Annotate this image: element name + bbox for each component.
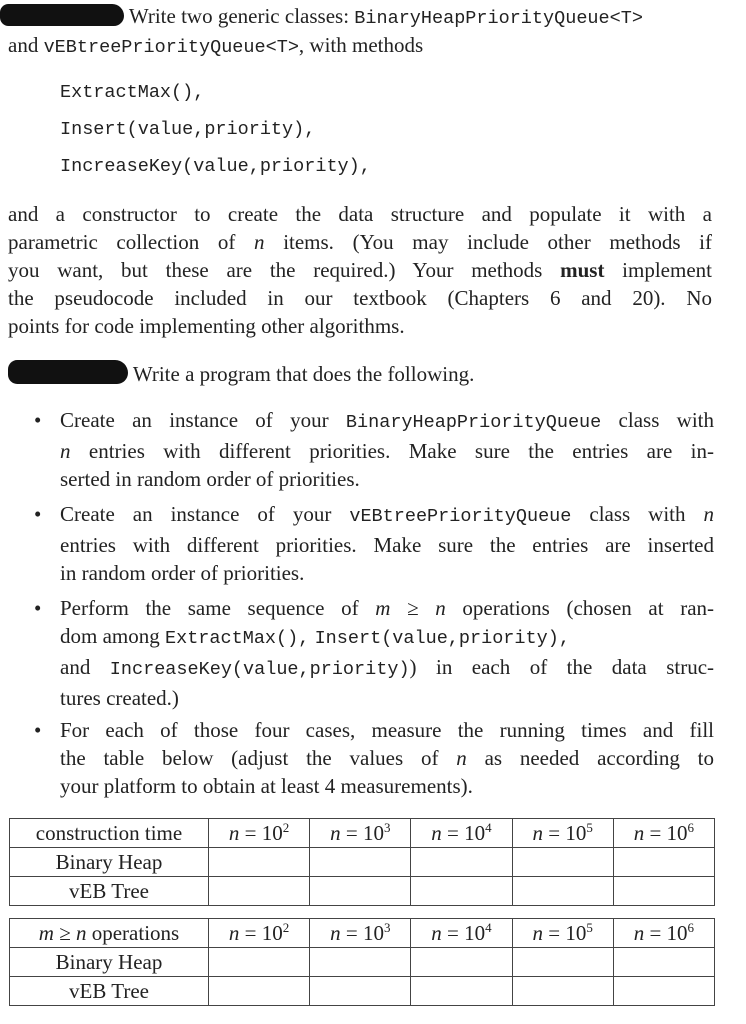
table-cell (310, 848, 411, 877)
method-extract-max: ExtractMax(), (60, 82, 205, 103)
table-cell (512, 977, 613, 1006)
table-cell (209, 977, 310, 1006)
row-label: Binary Heap (10, 848, 209, 877)
n-column-header: $n = 10^2$ (209, 919, 310, 948)
table-header-row (10, 819, 715, 848)
table-cell (310, 977, 411, 1006)
n-column-header: $n = 10^4$ (411, 919, 512, 948)
redacted-points (0, 4, 124, 26)
table-cell (512, 848, 613, 877)
n-column-header: $n = 10^2$ (209, 819, 310, 848)
method-insert: Insert(value,priority), (60, 119, 316, 140)
class-name-veb: vEBtreePriorityQueue<T> (43, 37, 299, 58)
table-cell (512, 948, 613, 977)
part2-heading: Write a program that does the following. (8, 360, 712, 388)
bullet-icon: • (34, 408, 42, 432)
table-header-label: construction time (10, 819, 209, 848)
operations-table (9, 918, 715, 1006)
table-row (10, 877, 715, 906)
table-cell (613, 848, 714, 877)
row-label: vEB Tree (10, 977, 209, 1006)
redacted-points-2 (8, 360, 128, 384)
table-header-row (10, 919, 715, 948)
table-cell (411, 877, 512, 906)
emphasis-must: must (560, 258, 605, 282)
table-cell (310, 948, 411, 977)
table-row (10, 977, 715, 1006)
table-cell (209, 877, 310, 906)
method-increase-key: IncreaseKey(value,priority), (60, 156, 371, 177)
n-column-header: $n = 10^6$ (613, 819, 714, 848)
n-column-header: $n = 10^3$ (310, 919, 411, 948)
table-cell (613, 948, 714, 977)
intro-line-1: Write two generic classes: BinaryHeapPriorityQueue<T> (8, 2, 712, 33)
table-cell (512, 877, 613, 906)
table-cell (411, 848, 512, 877)
bullet-icon: • (34, 596, 42, 620)
class-name-binary-heap: BinaryHeapPriorityQueue<T> (354, 8, 643, 29)
bullet-item-4: • For each of those four cases, measure the running times and fill the table below (adjust the values of n as needed according to your platform to obtain at least 4 measurements). (34, 718, 715, 798)
table-row (10, 948, 715, 977)
n-column-header: $n = 10^5$ (512, 919, 613, 948)
bullet-icon: • (34, 718, 42, 742)
bullet-item-2: • Create an instance of your vEBtreePriorityQueue class with n entries with different priorities. Make sure the entries are inserted in random order of priorities. (34, 502, 714, 585)
intro-line-2: and vEBtreePriorityQueue<T>, with methods (8, 33, 424, 58)
n-column-header: $n = 10^3$ (310, 819, 411, 848)
bullet-item-1: • Create an instance of your BinaryHeapPriorityQueue class with n entries with different priorities. Make sure the entries are in- serted in random order of priorities. (34, 408, 715, 491)
table-cell (411, 948, 512, 977)
table-cell (613, 977, 714, 1006)
bullet-icon: • (34, 502, 42, 526)
table-cell (310, 877, 411, 906)
table-cell (209, 948, 310, 977)
row-label: vEB Tree (10, 877, 209, 906)
row-label: Binary Heap (10, 948, 209, 977)
table-row (10, 848, 715, 877)
table-cell (209, 848, 310, 877)
n-column-header: $n = 10^6$ (613, 919, 714, 948)
n-column-header: $n = 10^4$ (411, 819, 512, 848)
table-cell (411, 977, 512, 1006)
n-column-header: $n = 10^5$ (512, 819, 613, 848)
bullet-item-3: • Perform the same sequence of m ≥ n operations (chosen at ran- dom among ExtractMax(), Insert(value,priority), and IncreaseKey(value,priority)) in each of the data struc- tures created.) (34, 596, 715, 710)
construction-time-table (9, 818, 715, 906)
constructor-paragraph: and a constructor to create the data structure and populate it with a parametric collection of n items. (You may include other methods if you want, but these are the required.) Your methods must implement the pseudocode included in our textbook (Chapters 6 and 20). No points for code implementing other algorithms. (8, 202, 712, 338)
table-header-label: m ≥ n operations (10, 919, 209, 948)
table-cell (613, 877, 714, 906)
